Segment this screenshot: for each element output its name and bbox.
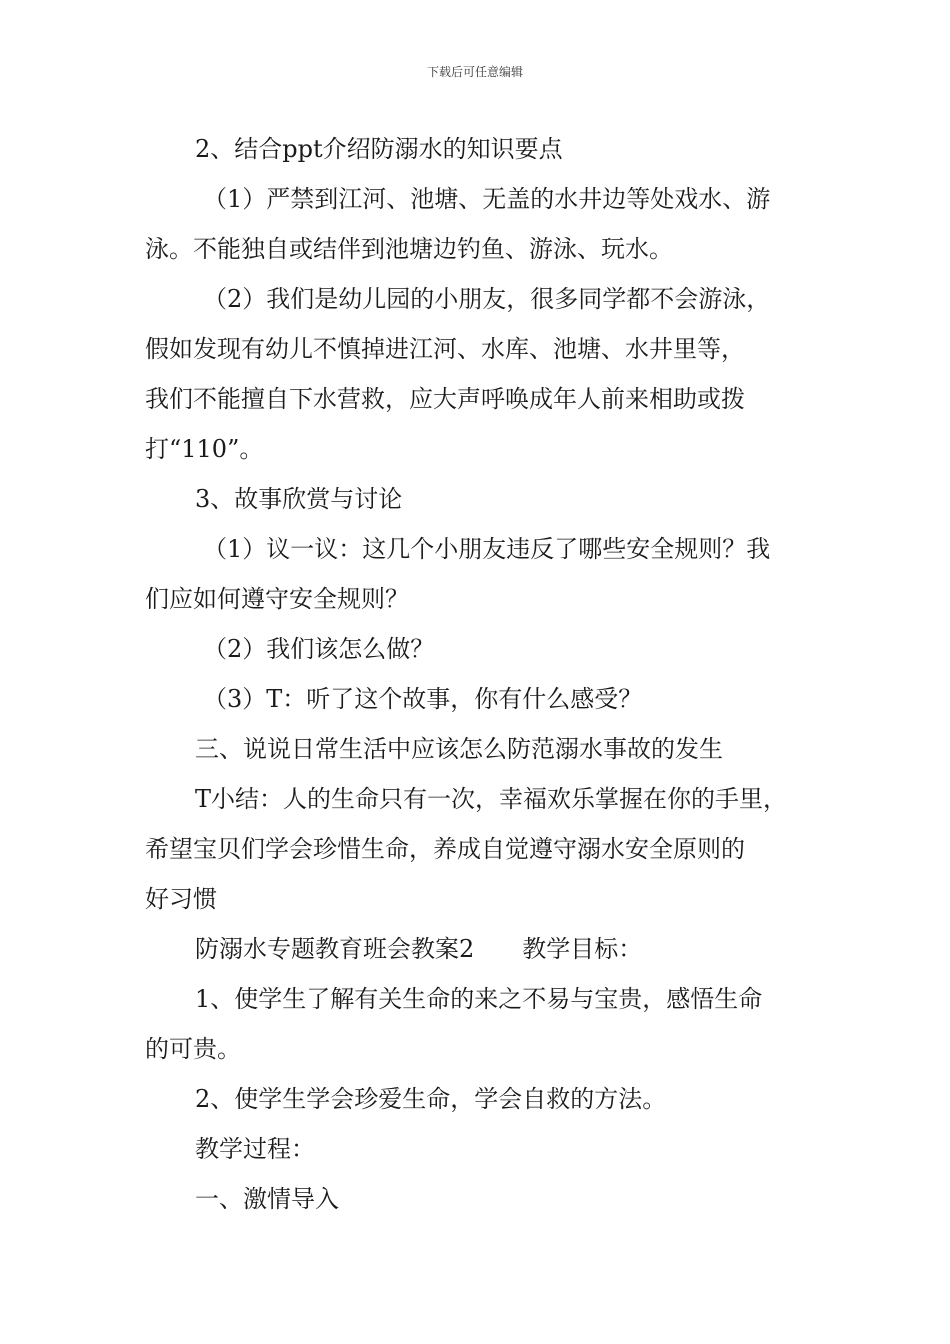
paragraph-rule-1-line2: 泳。不能独自或结伴到池塘边钓鱼、游泳、玩水。	[145, 235, 673, 263]
paragraph-rule-2-line4: 打“110”。	[145, 435, 264, 463]
paragraph-discuss-line1: （1）议一议：这几个小朋友违反了哪些安全规则？我	[203, 535, 771, 563]
paragraph-summary-line2: 希望宝贝们学会珍惜生命，养成自觉遵守溺水安全原则的	[145, 835, 745, 863]
paragraph-feelings: （3）T：听了这个故事，你有什么感受？	[203, 685, 643, 713]
paragraph-rule-2-line2: 假如发现有幼儿不慎掉进江河、水库、池塘、水井里等，	[145, 335, 745, 363]
paragraph-summary-line1: T小结：人的生命只有一次，幸福欢乐掌握在你的手里，	[195, 785, 788, 813]
document-body	[145, 124, 810, 1224]
objectives-heading: 教学目标：	[522, 935, 643, 963]
page-header: 下载后可任意编辑	[426, 65, 523, 79]
paragraph-section-three: 三、说说日常生活中应该怎么防范溺水事故的发生	[195, 735, 723, 763]
lesson-plan-title: 防溺水专题教育班会教案2	[195, 935, 475, 963]
paragraph-story: 3、故事欣赏与讨论	[195, 485, 403, 513]
paragraph-objective-1-line1: 1、使学生了解有关生命的来之不易与宝贵，感悟生命	[195, 985, 763, 1013]
paragraph-what-to-do: （2）我们该怎么做？	[203, 635, 435, 663]
paragraph-rule-2-line1: （2）我们是幼儿园的小朋友，很多同学都不会游泳，	[203, 285, 771, 313]
paragraph-teaching-process: 教学过程：	[195, 1135, 315, 1163]
paragraph-objective-2: 2、使学生学会珍爱生命，学会自救的方法。	[195, 1085, 667, 1113]
paragraph-lesson-plan-title	[145, 924, 810, 974]
paragraph-objective-1-line2: 的可贵。	[145, 1035, 241, 1063]
paragraph-ppt-knowledge: 2、结合ppt介绍防溺水的知识要点	[195, 135, 563, 163]
paragraph-rule-1-line1: （1）严禁到江河、池塘、无盖的水井边等处戏水、游	[203, 185, 771, 213]
paragraph-introduction: 一、激情导入	[195, 1185, 339, 1213]
paragraph-summary-line3: 好习惯	[145, 885, 217, 913]
paragraph-rule-2-line3: 我们不能擅自下水营救，应大声呼唤成年人前来相助或拨	[145, 385, 745, 413]
paragraph-discuss-line2: 们应如何遵守安全规则？	[145, 585, 409, 613]
